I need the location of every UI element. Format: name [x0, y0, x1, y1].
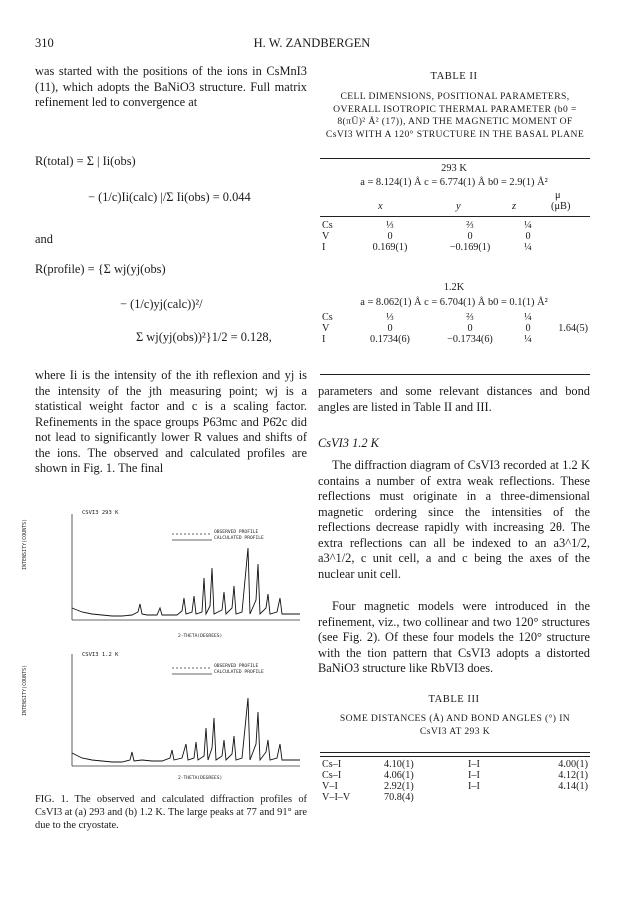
table-3-caption: SOME DISTANCES (Å) AND BOND ANGLES (°) IN CsVI3 AT 293 K: [339, 713, 571, 737]
figure-1b-legend-observed: OBSERVED PROFILE: [214, 664, 259, 669]
table-2-col-mu: (μB): [551, 201, 571, 212]
figure-1a-ylabel: INTENSITY(COUNTS): [22, 518, 28, 570]
table-3: [322, 759, 588, 803]
figure-1a-title: CSVI3 293 K: [82, 510, 119, 516]
and-word: and: [35, 232, 53, 246]
table-row: Cs–I 4.06(1) I–I 4.12(1): [322, 770, 588, 781]
table-2-col-z: z: [512, 201, 517, 212]
table-3-title: TABLE III: [428, 694, 480, 705]
section-heading-csvi3-1-2k: CsVI3 1.2 K: [318, 436, 379, 450]
table-2-mu: μ: [555, 190, 561, 201]
eq-rtotal-line1: R(total) = Σ | Ii(obs): [35, 154, 136, 168]
table-row: V–I 2.92(1) I–I 4.14(1): [322, 781, 588, 792]
figure-1b-plot: [52, 648, 304, 776]
table-2-caption: CELL DIMENSIONS, POSITIONAL PARAMETERS, OVERALL ISOTROPIC THERMAL PARAMETER (b0 = 8(πŪ)² Å² (17)), AND THE MAGNETIC MOMENT OF CsVI3 WITH A 120° STRUCTURE IN THE BASAL PLANE: [325, 91, 585, 140]
table-2-temp-293: 293 K: [441, 163, 467, 174]
intro-paragraph: was started with the positions of the ions in CsMnI3 (11), which adopts the BaNiO3 structure. Full matrix refinement led to convergence at: [35, 64, 307, 109]
figure-1-caption-text: FIG. 1. The observed and calculated diffraction profiles of CsVI3 at (a) 293 and (b) 1.2 K. The large peaks at 77 and 91° are due to the cryostate.: [35, 794, 307, 831]
table-2-cell-1-2: a = 8.062(1) Å c = 6.704(1) Å b0 = 0.1(1) Å²: [360, 297, 548, 308]
right-paragraph-1-text: parameters and some relevant distances and bond angles are listed in Table II and III.: [318, 384, 590, 414]
table-row: I 0.1734(6) −0.1734(6) ¼: [322, 334, 532, 345]
figure-1a-legend-observed: OBSERVED PROFILE: [214, 530, 259, 535]
left-intro: [35, 64, 307, 111]
figure-1a-plot: [52, 508, 304, 630]
figure-1b-title: CSVI3 1.2 K: [82, 652, 119, 658]
right-paragraph-2: [318, 458, 590, 582]
table-row: V 0 0 0 1.64(5): [322, 323, 588, 334]
right-paragraph-1: [318, 384, 590, 415]
table-2-col-y: y: [456, 201, 461, 212]
figure-1a-legend-calculated: CALCULATED PROFILE: [214, 536, 264, 541]
eq-rprofile-line3: Σ wj(yj(obs))²}1/2 = 0.128,: [136, 330, 272, 344]
table-2-temp-1-2: 1.2K: [443, 282, 465, 293]
figure-1b-legend-calculated: CALCULATED PROFILE: [214, 670, 264, 675]
figure-1a-xlabel: 2-THETA(DEGREES): [178, 634, 223, 639]
paragraph-2-text: where Ii is the intensity of the ith reflexion and yj is the intensity of the jth measuring point; wj is a statistical weight factor and c is a scaling factor. Refinements in the space groups P63mc and P6̄2c did not lead to significantly lower R values and shifts of the ions. The observed and calculated profiles are shown in Fig. 1. The final: [35, 368, 307, 475]
table-2-cell-293: a = 8.124(1) Å c = 6.774(1) Å b0 = 2.9(1) Å²: [360, 177, 548, 188]
table-row: Cs ⅓ ⅔ ¼: [322, 220, 532, 231]
table-2-rows-1-2: [322, 312, 588, 345]
right-paragraph-3-text: Four magnetic models were introduced in the refinement, viz., two collinear and two 120° structures (see Fig. 2). Of these four models the 120° structure with the tion pattern that CsVI3 adopts a distorted BaNiO3 structure like RbVI3 does.: [318, 599, 590, 675]
table-row: V–I–V 70.8(4): [322, 792, 414, 803]
eq-rprofile-line2: − (1/c)yj(calc))²/: [120, 297, 203, 311]
eq-rprofile-line1: R(profile) = {Σ wj(yj(obs): [35, 262, 166, 276]
page-number: 310: [35, 36, 54, 50]
right-paragraph-3: [318, 599, 590, 677]
table-2-col-x: x: [378, 201, 383, 212]
table-row: Cs–I 4.10(1) I–I 4.00(1): [322, 759, 588, 770]
table-2-rows-293: [322, 220, 588, 253]
right-paragraph-2-text: The diffraction diagram of CsVI3 recorded at 1.2 K contains a number of extra weak reflections. These reflections must originate in a three-dimensional magnetic ordering since the intensities of the reflections decrease rapidly with increasing 2θ. The extra reflections can all be indexed to an a3^1/2, a3^1/2, c unit cell, a and c being the axes of the nuclear unit cell.: [318, 458, 590, 581]
running-head: H. W. ZANDBERGEN: [253, 36, 371, 50]
table-2-title: TABLE II: [430, 71, 478, 82]
figure-1b-xlabel: 2-THETA(DEGREES): [178, 776, 223, 781]
eq-rtotal-line2: − (1/c)Ii(calc) |/Σ Ii(obs) = 0.044: [88, 190, 251, 204]
table-row: V 0 0 0: [322, 231, 531, 242]
table-row: Cs ⅓ ⅔ ¼: [322, 312, 532, 323]
figure-1b-ylabel: INTENSITY(COUNTS): [22, 664, 28, 716]
left-paragraph-2: [35, 368, 307, 477]
table-row: I 0.169(1) −0.169(1) ¼: [322, 242, 532, 253]
figure-1-caption: [35, 793, 307, 832]
